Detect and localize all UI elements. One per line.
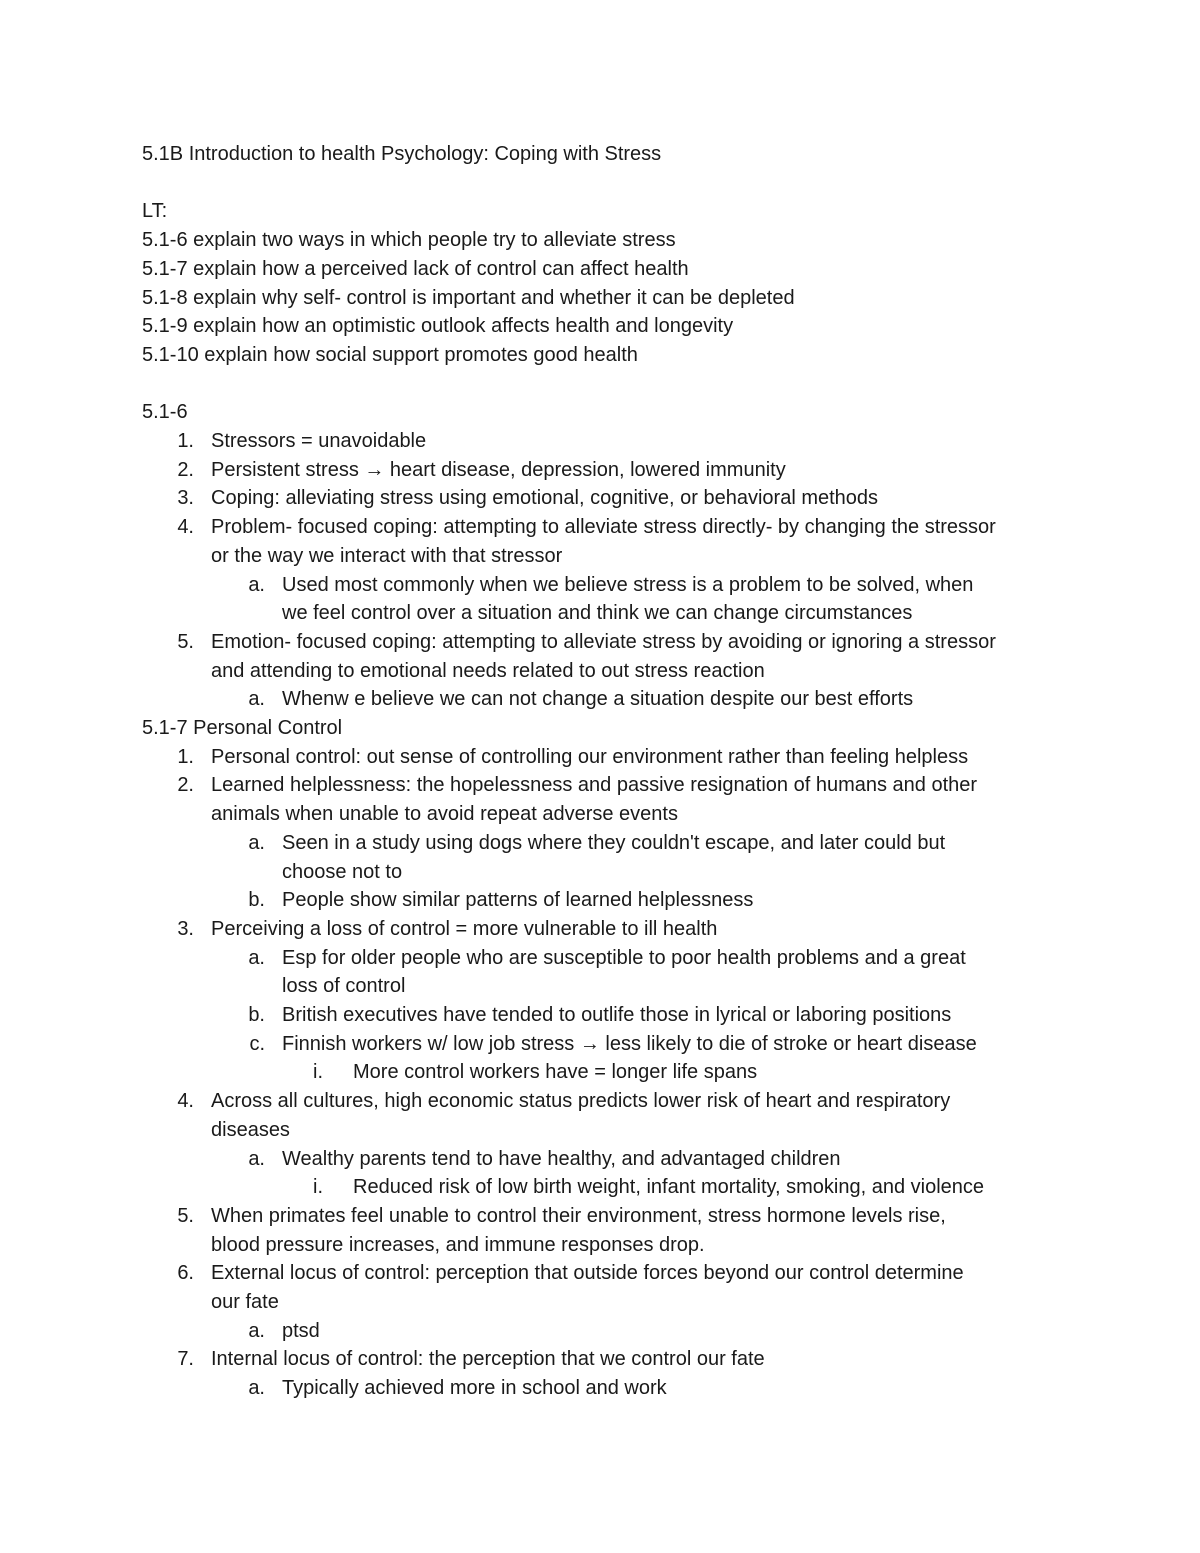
list-item-text: People show similar patterns of learned helplessness [282, 889, 754, 911]
list-marker: 4. [177, 516, 194, 538]
list-item-text: Reduced risk of low birth weight, infant mortality, smoking, and violence [353, 1176, 985, 1198]
list-item-text: More control workers have = longer life spans [353, 1061, 758, 1083]
learning-objective: 5.1-6 explain two ways in which people try to alleviate stress [142, 229, 676, 251]
list-marker: a. [248, 832, 265, 854]
list-item-text: Internal locus of control: the perception that we control our fate [211, 1348, 765, 1370]
list-item-text: diseases [211, 1119, 290, 1141]
list-item-text: or the way we interact with that stressor [211, 545, 563, 567]
list-item-text: Finnish workers w/ low job stress → less likely to die of stroke or heart disease [282, 1033, 977, 1055]
list-item-text: Coping: alleviating stress using emotional, cognitive, or behavioral methods [211, 487, 879, 509]
list-marker: a. [248, 1148, 265, 1170]
list-item-text: Perceiving a loss of control = more vulnerable to ill health [211, 918, 718, 940]
list-marker: a. [248, 947, 265, 969]
list-item-text: Wealthy parents tend to have healthy, and advantaged children [282, 1148, 841, 1170]
list-item-text: animals when unable to avoid repeat adverse events [211, 803, 678, 825]
list-marker: a. [248, 1320, 265, 1342]
list-marker: i. [313, 1061, 323, 1083]
document-title: 5.1B Introduction to health Psychology: Coping with Stress [142, 143, 662, 165]
list-marker: 4. [177, 1090, 194, 1112]
list-marker: 3. [177, 487, 194, 509]
list-item-text: ptsd [282, 1320, 320, 1342]
section-heading: 5.1-7 Personal Control [142, 717, 343, 739]
list-marker: a. [248, 574, 265, 596]
list-marker: 6. [177, 1262, 194, 1284]
lt-label: LT: [142, 200, 168, 222]
list-item-text: Used most commonly when we believe stress is a problem to be solved, when [282, 574, 974, 596]
list-item-text: Personal control: out sense of controlling our environment rather than feeling helpless [211, 746, 969, 768]
list-item-text: British executives have tended to outlife those in lyrical or laboring positions [282, 1004, 952, 1026]
learning-objective: 5.1-10 explain how social support promotes good health [142, 344, 638, 366]
section-heading: 5.1-6 [142, 401, 188, 423]
list-item-text: our fate [211, 1291, 279, 1313]
list-item-text: Across all cultures, high economic status predicts lower risk of heart and respiratory [211, 1090, 951, 1112]
list-marker: a. [248, 688, 265, 710]
list-item-text: External locus of control: perception that outside forces beyond our control determine [211, 1262, 964, 1284]
list-item-text: Persistent stress → heart disease, depression, lowered immunity [211, 459, 786, 481]
list-marker: c. [249, 1033, 265, 1055]
list-item-text: Problem- focused coping: attempting to alleviate stress directly- by changing the stressor [211, 516, 996, 538]
list-item-text: Stressors = unavoidable [211, 430, 427, 452]
list-item-text: Emotion- focused coping: attempting to alleviate stress by avoiding or ignoring a stressor [211, 631, 996, 653]
learning-objective: 5.1-7 explain how a perceived lack of control can affect health [142, 258, 689, 280]
list-item-text: and attending to emotional needs related to out stress reaction [211, 660, 765, 682]
list-item-text: we feel control over a situation and think we can change circumstances [282, 602, 913, 624]
list-marker: b. [248, 1004, 265, 1026]
learning-objective: 5.1-8 explain why self- control is important and whether it can be depleted [142, 287, 795, 309]
list-marker: a. [248, 1377, 265, 1399]
list-marker: 1. [177, 746, 194, 768]
learning-objective: 5.1-9 explain how an optimistic outlook affects health and longevity [142, 315, 734, 337]
list-marker: 7. [177, 1348, 194, 1370]
list-marker: 1. [177, 430, 194, 452]
list-item-text: Learned helplessness: the hopelessness and passive resignation of humans and other [211, 774, 978, 796]
list-item-text: Typically achieved more in school and work [282, 1377, 667, 1399]
list-marker: 2. [177, 774, 194, 796]
list-item-text: When primates feel unable to control their environment, stress hormone levels rise, [211, 1205, 946, 1227]
list-marker: 5. [177, 1205, 194, 1227]
list-marker: i. [313, 1176, 323, 1198]
list-item-text: Whenw e believe we can not change a situation despite our best efforts [282, 688, 914, 710]
list-marker: 5. [177, 631, 194, 653]
list-item-text: choose not to [282, 861, 403, 883]
list-item-text: Esp for older people who are susceptible to poor health problems and a great [282, 947, 966, 969]
list-item-text: loss of control [282, 975, 406, 997]
list-item-text: blood pressure increases, and immune responses drop. [211, 1234, 705, 1256]
list-marker: 2. [177, 459, 194, 481]
list-marker: 3. [177, 918, 194, 940]
list-item-text: Seen in a study using dogs where they couldn't escape, and later could but [282, 832, 946, 854]
list-marker: b. [248, 889, 265, 911]
